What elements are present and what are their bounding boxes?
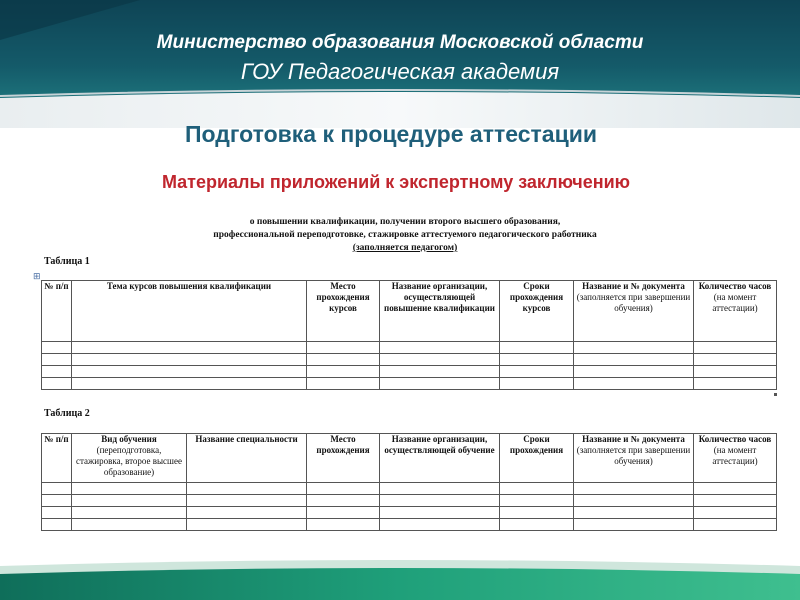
- table2-header-6: [574, 434, 694, 483]
- table-cell[interactable]: [307, 495, 380, 507]
- table-cell[interactable]: [574, 507, 694, 519]
- table-cell[interactable]: [574, 342, 694, 354]
- table-cell[interactable]: [307, 507, 380, 519]
- table2-header-title: Название организации, осуществляющей обучение: [384, 434, 495, 455]
- organization-name: Министерство образования Московской области: [156, 32, 644, 53]
- slide-title: Подготовка к процедуре аттестации: [185, 121, 597, 147]
- footer-background: [0, 556, 800, 600]
- table-cell[interactable]: [574, 378, 694, 390]
- table-cell[interactable]: [380, 507, 500, 519]
- table-cell[interactable]: [574, 519, 694, 531]
- table-row: [42, 366, 777, 378]
- table-resize-handle[interactable]: [774, 393, 777, 396]
- table1-header-title: Тема курсов повышения квалификации: [106, 281, 272, 291]
- table2-header-title: Место прохождения: [316, 434, 370, 455]
- table-1: [41, 280, 777, 390]
- table-cell[interactable]: [42, 495, 72, 507]
- table-cell[interactable]: [307, 342, 380, 354]
- table-row: [42, 354, 777, 366]
- table1-header-6: [694, 281, 777, 342]
- caption-line-3: (заполняется педагогом): [352, 243, 458, 253]
- table1-header-title: Место прохождения курсов: [316, 281, 370, 313]
- table-row: [42, 507, 777, 519]
- table-cell[interactable]: [42, 366, 72, 378]
- table-cell[interactable]: [574, 354, 694, 366]
- table-cell[interactable]: [72, 519, 187, 531]
- table1-header-title: № п/п: [44, 281, 69, 291]
- table1-header-0: [42, 281, 72, 342]
- table1-header-1: [72, 281, 307, 342]
- table-cell[interactable]: [380, 495, 500, 507]
- table-cell[interactable]: [42, 354, 72, 366]
- table1-header-title: Сроки прохождения курсов: [509, 281, 564, 313]
- table2-header-7: [694, 434, 777, 483]
- table1-header-title: Название и № документа: [582, 281, 685, 291]
- table-cell[interactable]: [694, 354, 777, 366]
- table2-header-0: [42, 434, 72, 483]
- table-cell[interactable]: [307, 483, 380, 495]
- table-row: [42, 495, 777, 507]
- table-cell[interactable]: [500, 366, 574, 378]
- table-row: [42, 378, 777, 390]
- table-row: [42, 483, 777, 495]
- table-cell[interactable]: [72, 354, 307, 366]
- table-cell[interactable]: [187, 483, 307, 495]
- table-cell[interactable]: [694, 342, 777, 354]
- table2-header-5: [500, 434, 574, 483]
- table-cell[interactable]: [500, 519, 574, 531]
- table-cell[interactable]: [694, 378, 777, 390]
- table-cell[interactable]: [42, 342, 72, 354]
- table-row: [42, 519, 777, 531]
- table1-header-note: (заполняется при завершении обучения): [576, 292, 691, 313]
- table-cell[interactable]: [574, 483, 694, 495]
- table-move-handle-icon[interactable]: ⊞: [33, 272, 41, 282]
- table-cell[interactable]: [574, 366, 694, 378]
- table-cell[interactable]: [42, 483, 72, 495]
- table-cell[interactable]: [72, 507, 187, 519]
- table-cell[interactable]: [307, 519, 380, 531]
- table2-header-title: Вид обучения: [101, 434, 157, 444]
- caption-line-1: о повышении квалификации, получении второго высшего образования,: [249, 217, 561, 227]
- table-cell[interactable]: [694, 495, 777, 507]
- table2-header-4: [380, 434, 500, 483]
- table2-header-1: [72, 434, 187, 483]
- table-cell[interactable]: [500, 507, 574, 519]
- caption-line-2: профессиональной переподготовке, стажировке аттестуемого педагогического работника: [213, 230, 597, 240]
- table-cell[interactable]: [42, 507, 72, 519]
- table1-header-title: Название организации, осуществляющей повышение квалификации: [384, 281, 495, 313]
- table-cell[interactable]: [187, 507, 307, 519]
- table-cell[interactable]: [694, 519, 777, 531]
- table-cell[interactable]: [380, 519, 500, 531]
- table-cell[interactable]: [694, 507, 777, 519]
- footer-band: [0, 556, 800, 600]
- table1-header-2: [307, 281, 380, 342]
- table-cell[interactable]: [307, 366, 380, 378]
- table1-header-4: [500, 281, 574, 342]
- table-cell[interactable]: [72, 483, 187, 495]
- table-cell[interactable]: [307, 378, 380, 390]
- academy-name: ГОУ Педагогическая академия: [240, 59, 560, 84]
- table2-header-3: [307, 434, 380, 483]
- table2-header-title: Сроки прохождения: [509, 434, 564, 455]
- table2-header-title: Название и № документа: [582, 434, 685, 444]
- table-2: [41, 433, 777, 531]
- table-cell[interactable]: [72, 366, 307, 378]
- table2-header-title: Количество часов: [698, 434, 772, 444]
- table-cell[interactable]: [380, 342, 500, 354]
- table-cell[interactable]: [500, 354, 574, 366]
- table-cell[interactable]: [574, 495, 694, 507]
- document-caption: [150, 216, 660, 255]
- table-cell[interactable]: [307, 354, 380, 366]
- table2-header-note: (на момент аттестации): [712, 445, 758, 466]
- table-cell[interactable]: [72, 495, 187, 507]
- table1-header-title: Количество часов: [698, 281, 772, 291]
- table-cell[interactable]: [187, 495, 307, 507]
- table1-header-5: [574, 281, 694, 342]
- table-cell[interactable]: [380, 483, 500, 495]
- table2-header-title: Название специальности: [195, 434, 298, 444]
- table-cell[interactable]: [380, 378, 500, 390]
- table-cell[interactable]: [500, 378, 574, 390]
- table1-label: Таблица 1: [44, 256, 90, 267]
- table2-header-note: (заполняется при завершении обучения): [576, 445, 691, 466]
- table-cell[interactable]: [42, 378, 72, 390]
- table-cell[interactable]: [380, 366, 500, 378]
- table-cell[interactable]: [187, 519, 307, 531]
- slide-subtitle: Материалы приложений к экспертному заключению: [161, 172, 631, 192]
- table2-header-title: № п/п: [44, 434, 69, 444]
- table-cell[interactable]: [72, 342, 307, 354]
- table-cell[interactable]: [380, 354, 500, 366]
- table-cell[interactable]: [500, 483, 574, 495]
- table-cell[interactable]: [72, 378, 307, 390]
- table2-label: Таблица 2: [44, 408, 90, 419]
- table-cell[interactable]: [500, 342, 574, 354]
- table1-header-note: (на момент аттестации): [712, 292, 758, 313]
- table-cell[interactable]: [500, 495, 574, 507]
- table2-header-2: [187, 434, 307, 483]
- table1-header-3: [380, 281, 500, 342]
- table-row: [42, 342, 777, 354]
- table-cell[interactable]: [694, 483, 777, 495]
- table-cell[interactable]: [694, 366, 777, 378]
- table-cell[interactable]: [42, 519, 72, 531]
- table2-header-note: (переподготовка, стажировка, второе высшее образование): [76, 445, 182, 477]
